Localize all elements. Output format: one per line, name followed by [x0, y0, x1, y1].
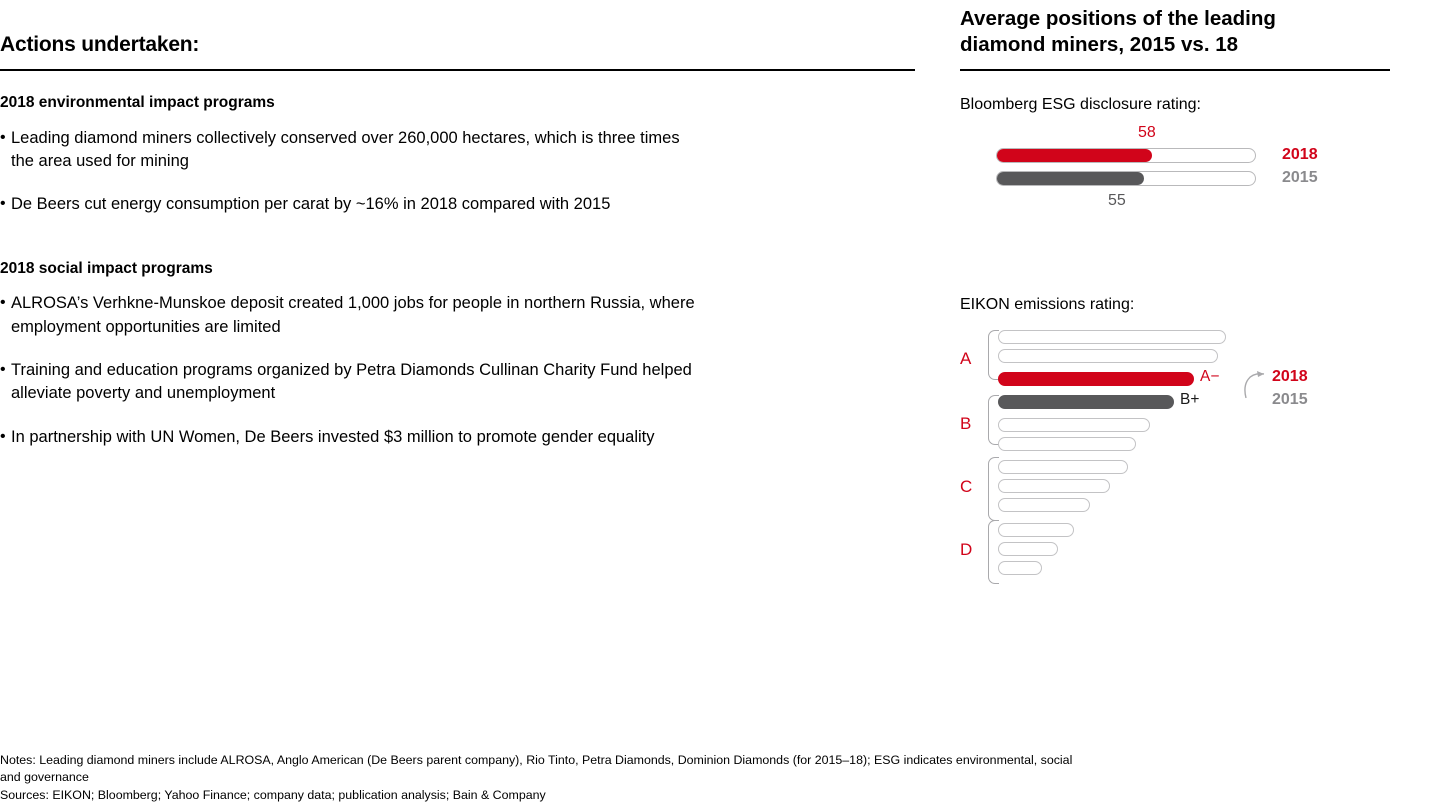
scale-row: [998, 498, 1090, 512]
grade-brace-b: [988, 395, 999, 445]
list-item-text: De Beers cut energy consumption per carat by ~16% in 2018 compared with 2015: [11, 195, 611, 214]
list-item-text: Leading diamond miners collectively conserved over 260,000 hectares, which is three times the area used for mining: [11, 128, 680, 170]
bullet-dot: •: [0, 294, 6, 312]
bullet-dot: •: [0, 427, 6, 445]
value-label-2015: 55: [1108, 192, 1126, 210]
list-item-text: In partnership with UN Women, De Beers invested $3 million to promote gender equality: [11, 427, 655, 446]
list-item: [0, 359, 700, 406]
legend-2015: 2015: [1282, 169, 1318, 187]
left-column: [0, 0, 915, 469]
section-heading-environmental: 2018 environmental impact programs: [0, 94, 275, 112]
bar-fill-2015: [997, 172, 1144, 185]
bar-2015-eikon: [998, 395, 1174, 409]
bar-track-2015: [996, 171, 1256, 186]
scale-row: [998, 437, 1136, 451]
bar-2018-eikon: [998, 372, 1194, 386]
eikon-chart-label: EIKON emissions rating:: [960, 296, 1135, 314]
list-item: [0, 292, 700, 339]
callout-connector-icon: [1222, 368, 1266, 408]
bar-track-2018: [996, 148, 1256, 163]
axis-label-a: A: [960, 349, 972, 369]
bloomberg-chart: [960, 124, 1390, 234]
chart-title: Average positions of the leading diamond miners, 2015 vs. 18: [960, 7, 1276, 56]
notes-line-1: Notes: Leading diamond miners include ALROSA, Anglo American (De Beers parent company), Rio Tinto, Petra Diamonds, Dominion Diamonds (for 2015–18); ESG indicates environmental, social: [0, 753, 1073, 767]
bar-label-2015-eikon: B+: [1180, 391, 1200, 409]
axis-label-d: D: [960, 540, 973, 560]
list-item-text: Training and education programs organized by Petra Diamonds Cullinan Charity Fund helped alleviate poverty and unemployment: [11, 361, 692, 403]
scale-row: [998, 542, 1058, 556]
scale-row: [998, 330, 1226, 344]
legend-2015-eikon: 2015: [1272, 391, 1308, 409]
bloomberg-chart-label: Bloomberg ESG disclosure rating:: [960, 96, 1201, 114]
scale-row: [998, 561, 1042, 575]
notes-line-2: and governance: [0, 770, 89, 785]
list-item: [0, 426, 700, 449]
bullet-dot: •: [0, 361, 6, 379]
list-item-text: ALROSA’s Verhkne-Munskoe deposit created 1,000 jobs for people in northern Russia, where employment opportunities are limited: [11, 294, 695, 336]
bullet-dot: •: [0, 195, 6, 213]
sources-line: Sources: EIKON; Bloomberg; Yahoo Finance; company data; publication analysis; Bain & Company: [0, 787, 546, 802]
bar-label-2018-eikon: A−: [1200, 368, 1220, 386]
scale-row: [998, 523, 1074, 537]
chart-title-divider: [960, 69, 1390, 71]
legend-2018: 2018: [1282, 146, 1318, 164]
eikon-chart: [960, 324, 1390, 614]
legend-2018-eikon: 2018: [1272, 368, 1308, 386]
title-divider: [0, 69, 915, 71]
axis-label-c: C: [960, 477, 973, 497]
list-item: [0, 193, 700, 216]
bullet-dot: •: [0, 128, 6, 146]
right-column: [960, 0, 1390, 614]
axis-label-b: B: [960, 414, 972, 434]
list-item: [0, 127, 700, 174]
scale-row: [998, 349, 1218, 363]
scale-row: [998, 418, 1150, 432]
value-label-2018: 58: [1138, 124, 1156, 142]
scale-row: [998, 460, 1128, 474]
page-title: Actions undertaken:: [0, 33, 200, 56]
bar-fill-2018: [997, 149, 1152, 162]
scale-row: [998, 479, 1110, 493]
section-heading-social: 2018 social impact programs: [0, 259, 213, 277]
footer-notes: [0, 752, 1420, 804]
